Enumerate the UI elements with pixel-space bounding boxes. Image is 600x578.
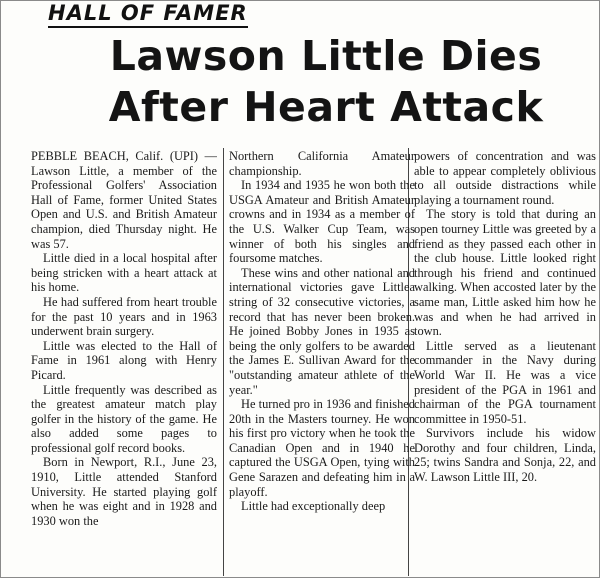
paragraph: powers of concentration and was able to appear completely oblivious to all outside distractions while playing a tournament round. bbox=[414, 149, 596, 207]
paragraph: Little had exceptionally deep bbox=[241, 499, 386, 514]
paragraph: Little frequently was described as the greatest amateur match play golfer in the history of the game. He also added some pages to professional golf record books. bbox=[31, 382, 217, 455]
paragraph: Little died in a local hospital after being stricken with a heart attack at his home. bbox=[31, 251, 217, 295]
kicker: HALL OF FAMER bbox=[48, 1, 248, 28]
article-column-2 bbox=[229, 149, 415, 574]
column-rule bbox=[223, 148, 224, 576]
paragraph: The story is told that during an open tourney Little was greeted by a friend as they passed each other in the club house. Little looked right through his friend and continued walking. When accosted later by the same man, Little asked him how he was and when he had arrived in town. bbox=[414, 207, 596, 339]
headline bbox=[61, 31, 591, 133]
paragraph: These wins and other national and international victories gave Littlea string of 32 consecutive victories, a record that has never been broken. He joined Bobby Jones in 1935 as being the only golfers to be awarded the James E. Sullivan Award for the "outstanding amateur athlete of the year." bbox=[229, 265, 415, 397]
paragraph: Survivors include his widow Dorothy and four children, Linda, 25; twins Sandra and Sonja, 22, and W. Lawson Little III, 20. bbox=[414, 426, 596, 485]
paragraph: He turned pro in 1936 and finished 20th in the Masters tourney. He won his first pro victory when he took the Canadian Open and in 1940 he captured the USGA Open, tying with Gene Sarazen and defeating him in a playoff. bbox=[229, 397, 415, 499]
article-column-1 bbox=[31, 149, 217, 574]
paragraph: Born in Newport, R.I., June 23, 1910, Little attended Stanford University. He started playing golf when he was eight and in 1928 and 1930 won the bbox=[31, 455, 217, 528]
headline-line-2: After Heart Attack bbox=[108, 83, 544, 131]
paragraph: PEBBLE BEACH, Calif. (UPI) —Lawson Little, a member of the Professional Golfers' Association Hall of Fame, former United States Open and U.S. and British Amateur champion, died Thursday night. He was 57. bbox=[31, 149, 217, 251]
paragraph: In 1934 and 1935 he won both the USGA Amateur and British Amateur crowns and in 1934 as a member of the U.S. Walker Cup Team, was winner of both his singles and foursome matches. bbox=[229, 178, 415, 266]
article-column-3 bbox=[414, 149, 596, 574]
headline-line-1: Lawson Little Dies bbox=[109, 32, 543, 80]
paragraph: Little served as a lieutenant commander in the Navy during World War II. He was a vice president of the PGA in 1961 and chairman of the PGA tournament committee in 1950-51. bbox=[414, 338, 596, 426]
paragraph: He had suffered from heart trouble for the past 10 years and in 1963 underwent brain surgery. bbox=[31, 294, 217, 339]
paragraph: Northern California Amateur championship. bbox=[229, 149, 415, 178]
paragraph: Little was elected to the Hall of Fame in 1961 along with Henry Picard. bbox=[31, 338, 217, 382]
